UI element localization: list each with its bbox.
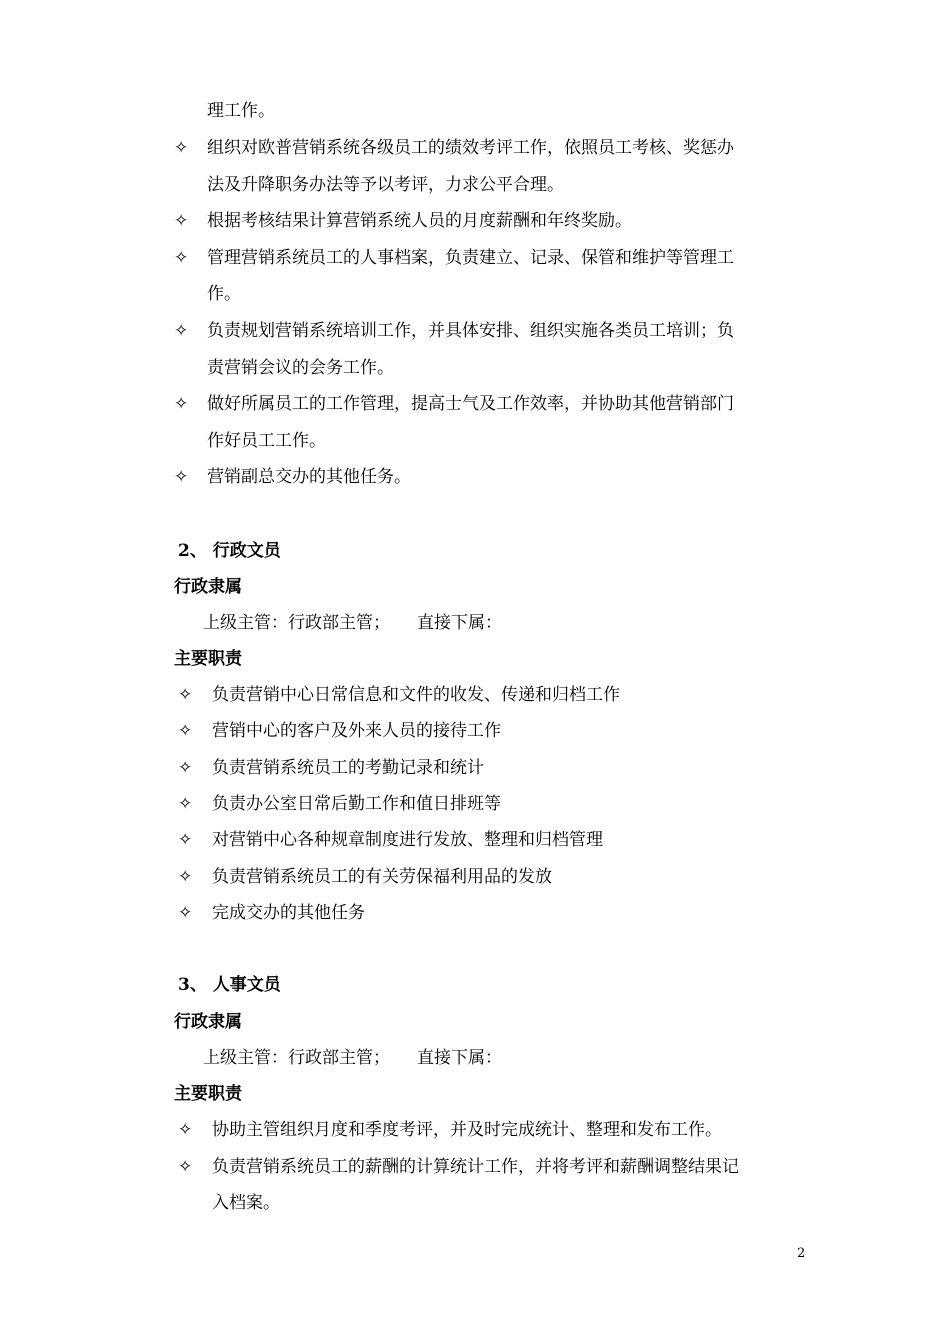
affiliation-text: 上级主管：行政部主管； 直接下属：: [203, 613, 503, 633]
bullet-icon: ✧: [178, 867, 193, 887]
bullet-icon: ✧: [174, 467, 189, 487]
duty-text: 营销副总交办的其他任务。: [207, 467, 411, 487]
bullet-icon: ✧: [174, 394, 189, 414]
bullet-icon: ✧: [178, 903, 193, 923]
duty-text: 营销中心的客户及外来人员的接待工作: [212, 721, 501, 741]
bullet-icon: ✧: [178, 1120, 193, 1140]
bullet-icon: ✧: [178, 794, 193, 814]
duty-text: 组织对欧普营销系统各级员工的绩效考评工作，依照员工考核、奖惩办: [207, 138, 734, 158]
duty-text: 负责办公室日常后勤工作和值日排班等: [212, 794, 501, 814]
duty-text: 负责规划营销系统培训工作，并具体安排、组织实施各类员工培训；负: [207, 321, 734, 341]
bullet-icon: ✧: [178, 1157, 193, 1177]
duty-text: 做好所属员工的工作管理，提高士气及工作效率，并协助其他营销部门: [207, 394, 734, 414]
duty-text: 入档案。: [212, 1193, 280, 1213]
duty-text: 作。: [207, 284, 241, 304]
continuation-text: 理工作。: [207, 101, 275, 121]
bullet-icon: ✧: [174, 321, 189, 341]
duties-label: 主要职责: [174, 1084, 242, 1104]
affiliation-text: 上级主管：行政部主管； 直接下属：: [203, 1048, 503, 1068]
section-heading: 2、 行政文员: [178, 541, 281, 561]
duty-text: 负责营销系统员工的考勤记录和统计: [212, 758, 484, 778]
bullet-icon: ✧: [178, 685, 193, 705]
duties-label: 主要职责: [174, 649, 242, 669]
affiliation-label: 行政隶属: [174, 577, 242, 597]
duty-text: 负责营销系统员工的薪酬的计算统计工作，并将考评和薪酬调整结果记: [212, 1157, 739, 1177]
bullet-icon: ✧: [174, 138, 189, 158]
bullet-icon: ✧: [174, 248, 189, 268]
bullet-icon: ✧: [174, 211, 189, 231]
duty-text: 法及升降职务办法等予以考评，力求公平合理。: [207, 175, 564, 195]
bullet-icon: ✧: [178, 721, 193, 741]
duty-text: 负责营销中心日常信息和文件的收发、传递和归档工作: [212, 685, 620, 705]
duty-text: 负责营销系统员工的有关劳保福利用品的发放: [212, 867, 552, 887]
duty-text: 协助主管组织月度和季度考评，并及时完成统计、整理和发布工作。: [212, 1120, 722, 1140]
duty-text: 管理营销系统员工的人事档案，负责建立、记录、保管和维护等管理工: [207, 248, 734, 268]
page-number: 2: [797, 1246, 806, 1261]
bullet-icon: ✧: [178, 758, 193, 778]
duty-text: 责营销会议的会务工作。: [207, 358, 394, 378]
duty-text: 根据考核结果计算营销系统人员的月度薪酬和年终奖励。: [207, 211, 632, 231]
duty-text: 对营销中心各种规章制度进行发放、整理和归档管理: [212, 830, 603, 850]
bullet-icon: ✧: [178, 830, 193, 850]
section-heading: 3、 人事文员: [178, 975, 281, 995]
affiliation-label: 行政隶属: [174, 1012, 242, 1032]
duty-text: 作好员工工作。: [207, 431, 326, 451]
duty-text: 完成交办的其他任务: [212, 903, 365, 923]
